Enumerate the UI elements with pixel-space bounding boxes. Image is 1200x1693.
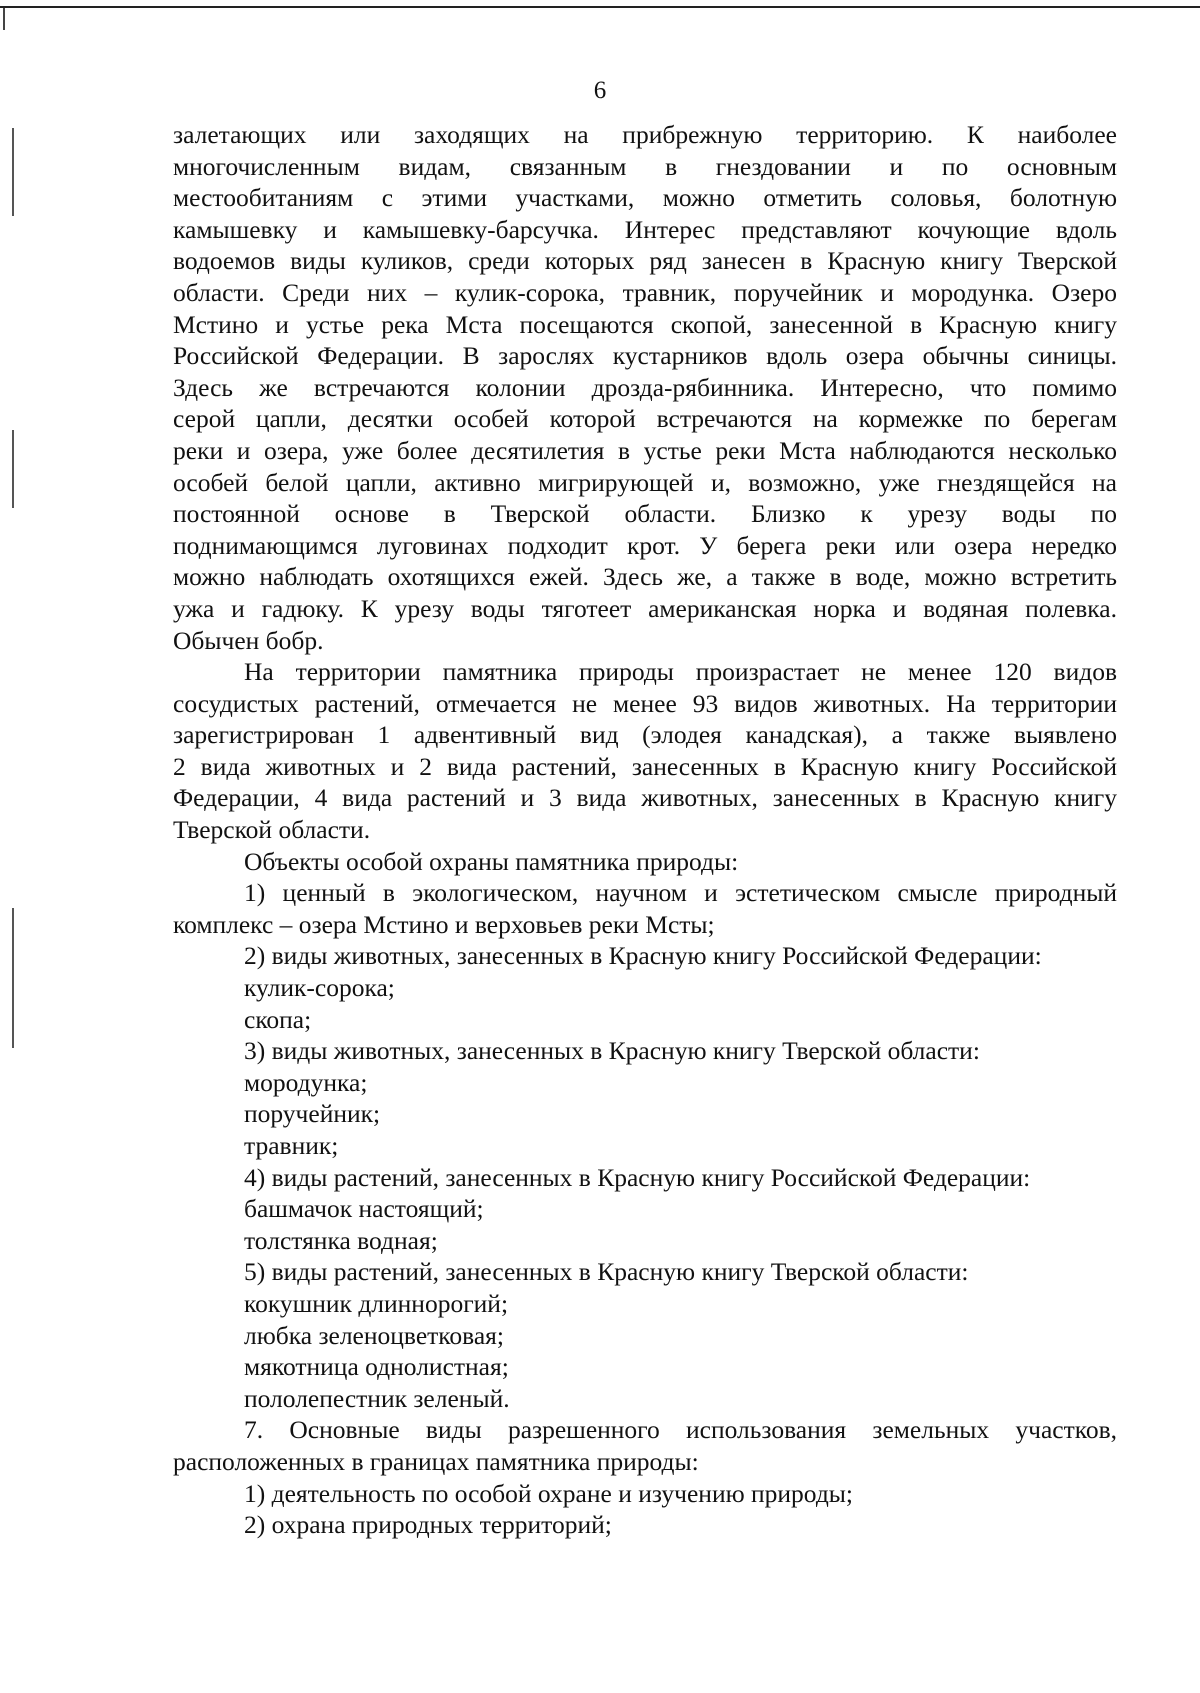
text-line: 1) ценный в экологическом, научном и эстетическом смысле природный [244, 878, 1117, 908]
text-line: зарегистрирован 1 адвентивный вид (элодея канадская), а также выявлено [173, 720, 1117, 750]
text-line: особей белой цапли, активно мигрирующей и, возможно, уже гнездящейся на [173, 467, 1117, 497]
text-line: На территории памятника природы произрастает не менее 120 видов [244, 657, 1117, 687]
text-line: Тверской области. [173, 815, 371, 845]
list-item: скопа; [244, 1004, 312, 1034]
list-item: мородунка; [244, 1067, 368, 1097]
protected-item-5 [173, 1256, 1117, 1414]
section-7 [173, 1414, 1117, 1540]
text-line: Здесь же встречаются колонии дрозда-рябинника. Интересно, что помимо [173, 372, 1117, 402]
protected-item-1 [173, 877, 1117, 940]
list-item: мякотница однолистная; [244, 1352, 509, 1382]
list-item: башмачок настоящий; [244, 1194, 484, 1224]
list-heading: 5) виды растений, занесенных в Красную книгу Тверской области: [244, 1257, 969, 1287]
list-item: пололепестник зеленый. [244, 1383, 510, 1413]
protected-item-3 [173, 1035, 1117, 1161]
protected-item-2 [173, 940, 1117, 1035]
list-item: любка зеленоцветковая; [244, 1320, 504, 1350]
page-number: 6 [593, 77, 607, 104]
text-line: Мстино и устье река Мста посещаются скопой, занесенной в Красную книгу [173, 309, 1117, 339]
document-body [173, 119, 1117, 1541]
text-line: камышевку и камышевку-барсучка. Интерес представляют кочующие вдоль [173, 214, 1117, 244]
text-line: расположенных в границах памятника природы: [173, 1446, 699, 1476]
scan-margin-mark [12, 430, 14, 508]
text-line: комплекс – озера Мстино и верховьев реки Мсты; [173, 909, 715, 939]
scan-border-left [3, 8, 5, 30]
text-line: многочисленным видам, связанным в гнездовании и по основным [173, 151, 1117, 181]
list-heading: 2) виды животных, занесенных в Красную книгу Российской Федерации: [244, 941, 1042, 971]
list-item: кулик-сорока; [244, 973, 395, 1003]
paragraph-species-count [173, 656, 1117, 846]
text-line: Обычен бобр. [173, 625, 324, 655]
list-item: толстянка водная; [244, 1225, 438, 1255]
list-heading: 4) виды растений, занесенных в Красную книгу Российской Федерации: [244, 1162, 1031, 1192]
list-item: травник; [244, 1131, 339, 1160]
scan-margin-mark [12, 908, 14, 1048]
list-item: 1) деятельность по особой охране и изучению природы; [244, 1478, 854, 1508]
list-heading: 3) виды животных, занесенных в Красную книгу Тверской области: [244, 1036, 980, 1066]
list-item: 2) охрана природных территорий; [244, 1510, 612, 1540]
scan-margin-mark [12, 128, 14, 216]
text-line: серой цапли, десятки особей которой встречаются на кормежке по берегам [173, 404, 1117, 434]
text-line: Российской Федерации. В зарослях кустарников вдоль озера обычны синицы. [173, 341, 1117, 371]
text-line: реки и озера, уже более десятилетия в устье реки Мста наблюдаются несколько [173, 435, 1117, 465]
text-line: можно наблюдать охотящихся ежей. Здесь же, а также в воде, можно встретить [173, 562, 1117, 592]
text-line: залетающих или заходящих на прибрежную территорию. К наиболее [173, 120, 1117, 149]
paragraph-fauna [173, 119, 1117, 656]
text-line: местообитаниям с этими участками, можно отметить соловья, болотную [173, 183, 1117, 213]
list-item: кокушник длиннорогий; [244, 1288, 509, 1318]
text-line: постоянной основе в Тверской области. Близко к урезу воды по [173, 499, 1117, 529]
protected-item-4 [173, 1162, 1117, 1257]
list-item: поручейник; [244, 1099, 381, 1129]
text-line: 2 вида животных и 2 вида растений, занесенных в Красную книгу Российской [173, 751, 1117, 781]
text-line: водоемов виды куликов, среди которых ряд занесен в Красную книгу Тверской [173, 246, 1117, 276]
text-line: 7. Основные виды разрешенного использования земельных участков, [244, 1415, 1117, 1445]
text-line: поднимающимся луговинах подходит крот. У берега реки или озера нередко [173, 530, 1117, 560]
scan-border-top [0, 6, 1200, 8]
text-line: ужа и гадюку. К урезу воды тяготеет американская норка и водяная полевка. [173, 593, 1117, 623]
text-line: Федерации, 4 вида растений и 3 вида животных, занесенных в Красную книгу [173, 783, 1117, 813]
objects-heading: Объекты особой охраны памятника природы: [244, 846, 739, 876]
text-line: области. Среди них – кулик-сорока, травник, поручейник и мородунка. Озеро [173, 277, 1117, 307]
text-line: сосудистых растений, отмечается не менее 93 видов животных. На территории [173, 688, 1117, 718]
